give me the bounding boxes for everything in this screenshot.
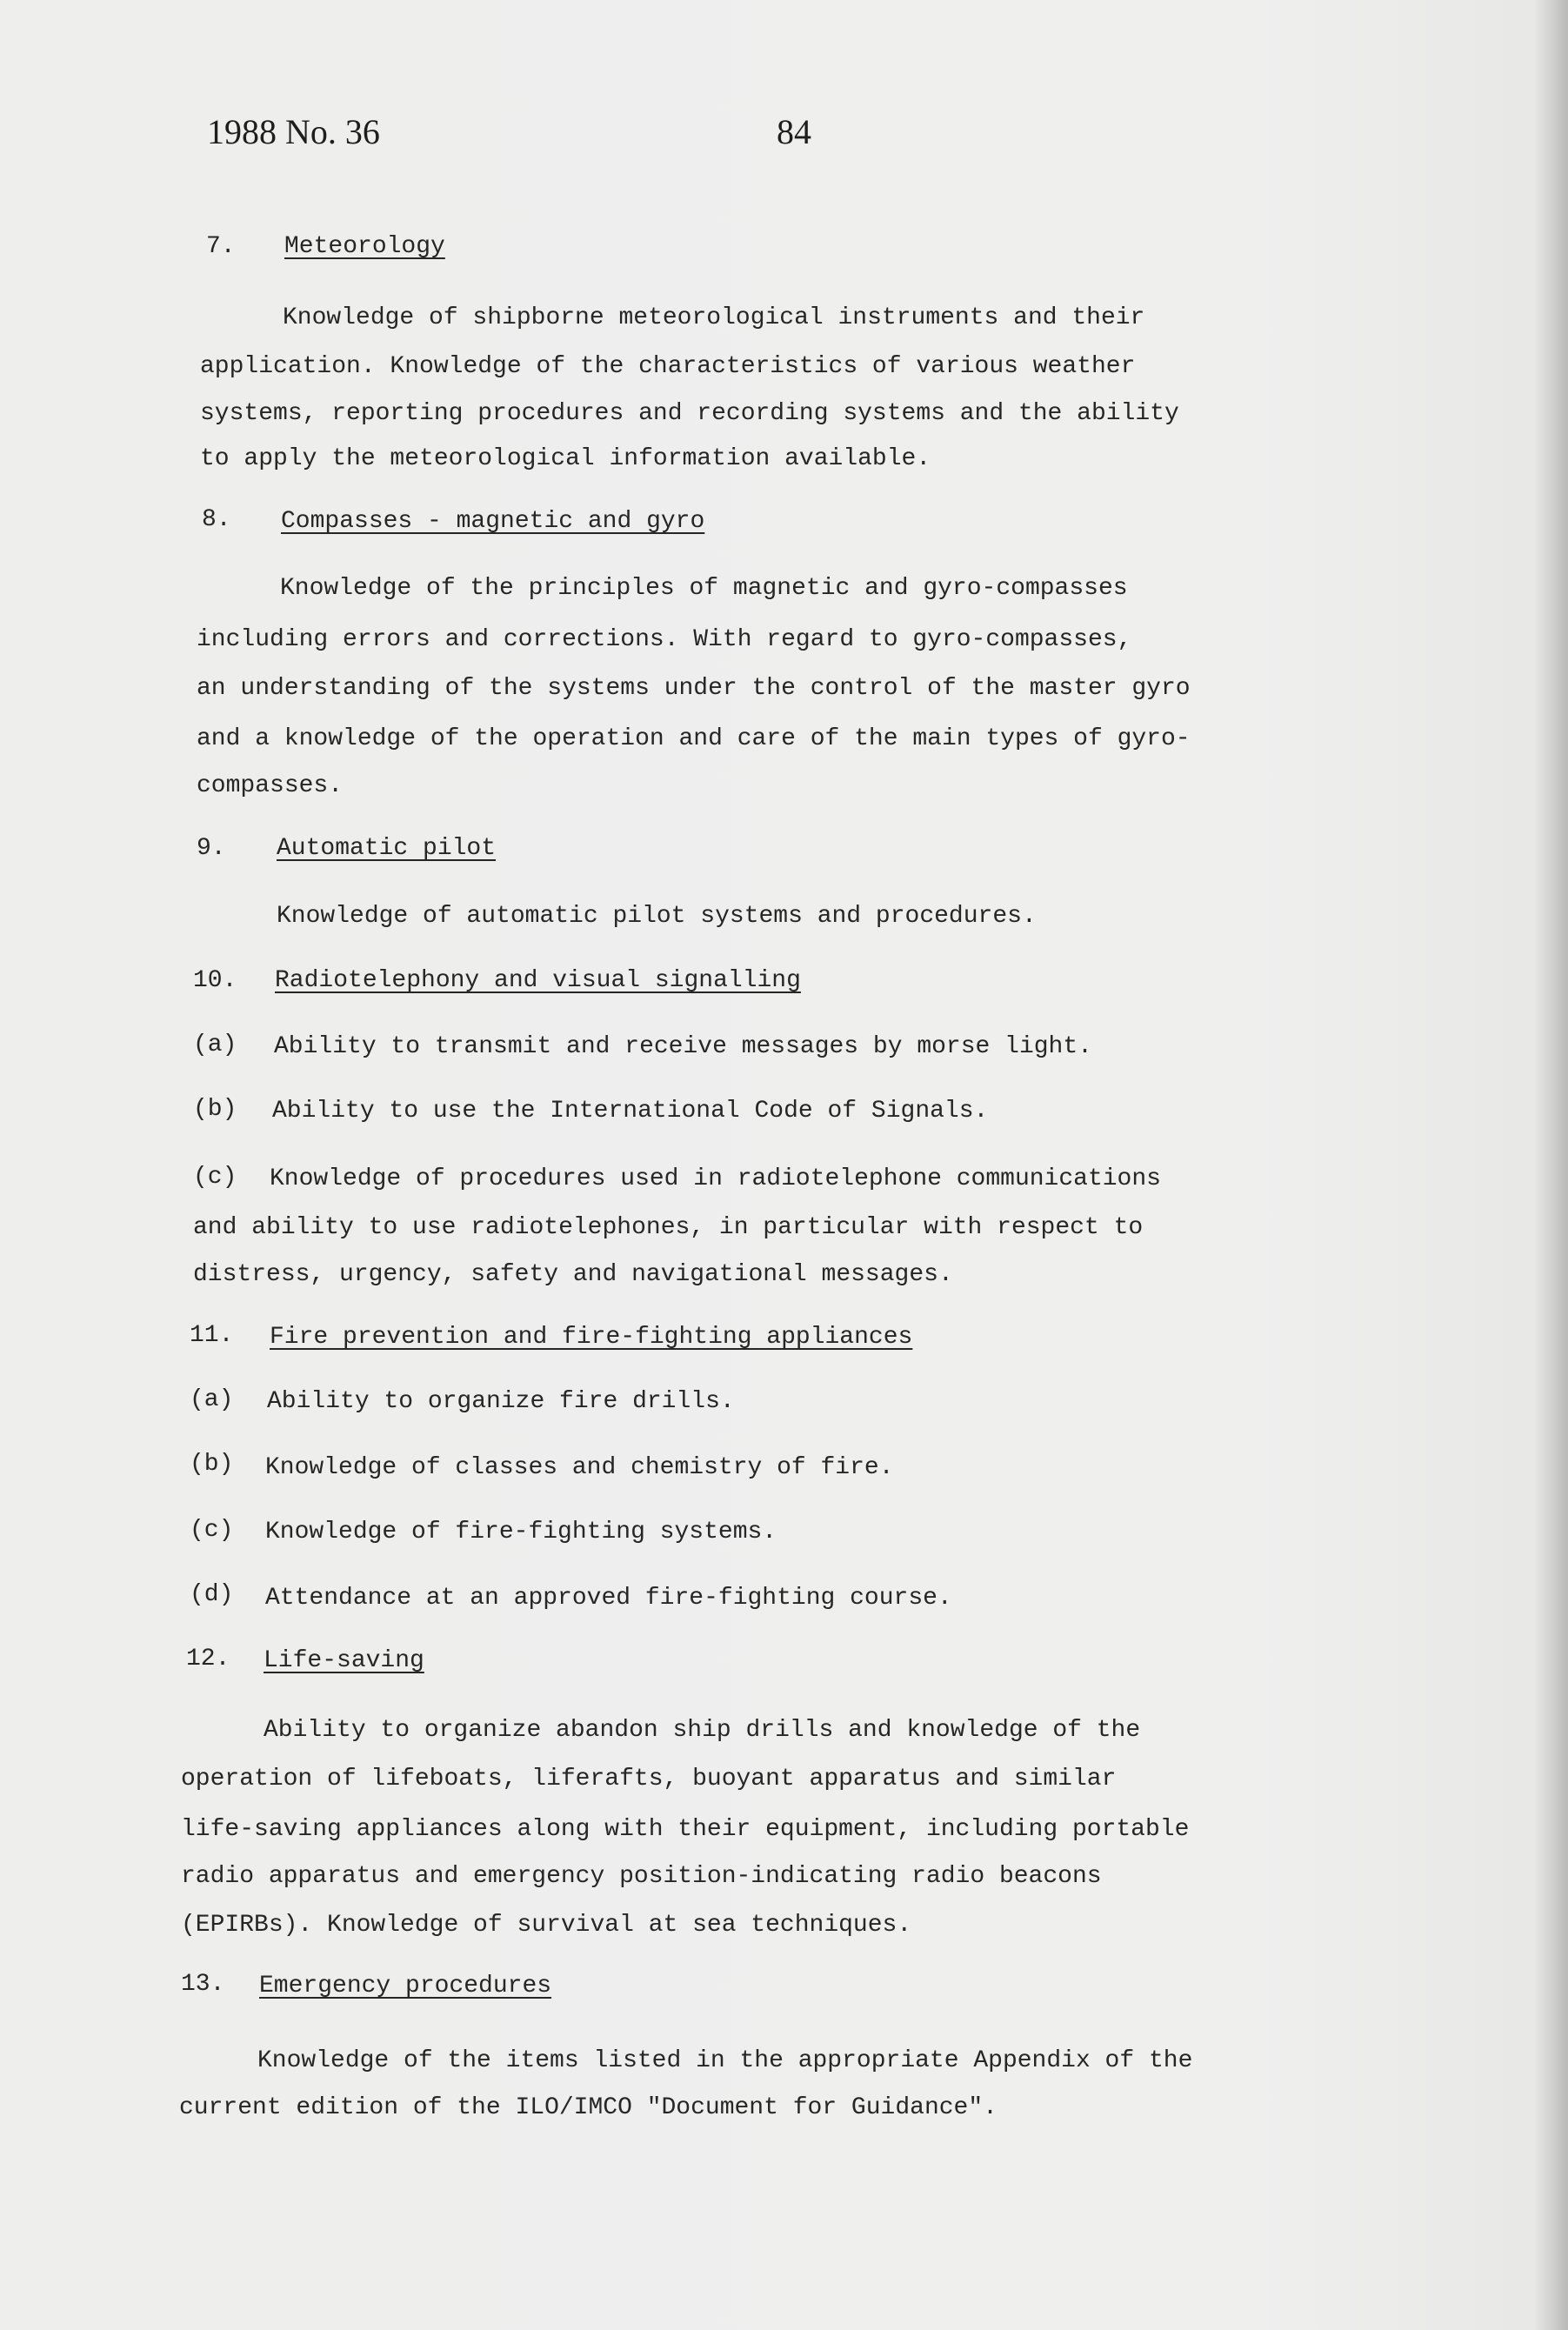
section-heading: Automatic pilot bbox=[277, 835, 497, 862]
paragraph-line: Knowledge of shipborne meteorological instruments and their bbox=[283, 304, 1145, 331]
list-item-label: (c) bbox=[190, 1517, 234, 1544]
page-number: 84 bbox=[777, 112, 811, 151]
section-heading: Compasses - magnetic and gyro bbox=[281, 508, 705, 535]
list-item-text: Ability to transmit and receive messages by morse light. bbox=[274, 1033, 1092, 1060]
paragraph-line: (EPIRBs). Knowledge of survival at sea techniques. bbox=[181, 1912, 912, 1939]
section-heading: Life-saving bbox=[264, 1647, 424, 1674]
section-number: 11. bbox=[190, 1322, 234, 1349]
section-number: 12. bbox=[186, 1646, 230, 1672]
section-heading: Meteorology bbox=[284, 233, 445, 260]
section-heading: Emergency procedures bbox=[259, 1973, 552, 2000]
list-item-text: Knowledge of classes and chemistry of fire. bbox=[265, 1454, 894, 1481]
paragraph-line: Knowledge of the items listed in the appropriate Appendix of the bbox=[257, 2047, 1193, 2074]
paragraph-line: distress, urgency, safety and navigational messages. bbox=[193, 1261, 953, 1288]
paragraph-line: to apply the meteorological information available. bbox=[200, 445, 931, 472]
paragraph-line: application. Knowledge of the characteristics of various weather bbox=[200, 353, 1136, 380]
section-number: 8. bbox=[202, 506, 231, 533]
list-item-text: Attendance at an approved fire-fighting course. bbox=[265, 1585, 952, 1612]
list-item-text: Ability to use the International Code of Signals. bbox=[272, 1098, 989, 1125]
section-heading: Fire prevention and fire-fighting appliances bbox=[270, 1324, 913, 1351]
paragraph-line: and a knowledge of the operation and care of the main types of gyro- bbox=[197, 725, 1191, 752]
paragraph-line: Ability to organize abandon ship drills and knowledge of the bbox=[264, 1717, 1141, 1744]
section-number: 10. bbox=[193, 967, 237, 994]
paragraph-line: and ability to use radiotelephones, in particular with respect to bbox=[193, 1214, 1144, 1241]
paragraph-line: including errors and corrections. With regard to gyro-compasses, bbox=[197, 626, 1132, 653]
section-number: 9. bbox=[197, 835, 226, 862]
list-item-label: (a) bbox=[190, 1386, 234, 1413]
section-heading: Radiotelephony and visual signalling bbox=[275, 967, 801, 994]
paragraph-line: Knowledge of the principles of magnetic and gyro-compasses bbox=[280, 575, 1128, 602]
paragraph-line: systems, reporting procedures and recording systems and the ability bbox=[200, 400, 1179, 427]
section-number: 13. bbox=[181, 1971, 225, 1998]
list-item-text: Knowledge of fire-fighting systems. bbox=[265, 1519, 777, 1546]
section-number: 7. bbox=[206, 233, 236, 260]
paragraph-line: current edition of the ILO/IMCO "Document for Guidance". bbox=[179, 2094, 998, 2121]
document-reference: 1988 No. 36 bbox=[207, 112, 380, 151]
paragraph-line: compasses. bbox=[197, 772, 344, 799]
page-edge-shadow bbox=[1533, 0, 1568, 2330]
list-item-label: (d) bbox=[190, 1581, 234, 1608]
list-item-label: (b) bbox=[193, 1096, 237, 1123]
paragraph-line: Knowledge of automatic pilot systems and procedures. bbox=[277, 903, 1037, 930]
list-item-label: (b) bbox=[190, 1451, 234, 1478]
paragraph-line: life-saving appliances along with their equipment, including portable bbox=[181, 1816, 1190, 1843]
list-item-label: (c) bbox=[193, 1164, 237, 1191]
list-item-text: Ability to organize fire drills. bbox=[267, 1388, 735, 1415]
list-item-label: (a) bbox=[193, 1031, 237, 1058]
list-item-text: Knowledge of procedures used in radiotelephone communications bbox=[270, 1165, 1161, 1192]
paragraph-line: radio apparatus and emergency position-indicating radio beacons bbox=[181, 1863, 1102, 1890]
paragraph-line: operation of lifeboats, liferafts, buoyant apparatus and similar bbox=[181, 1766, 1117, 1793]
paragraph-line: an understanding of the systems under the control of the master gyro bbox=[197, 675, 1191, 702]
